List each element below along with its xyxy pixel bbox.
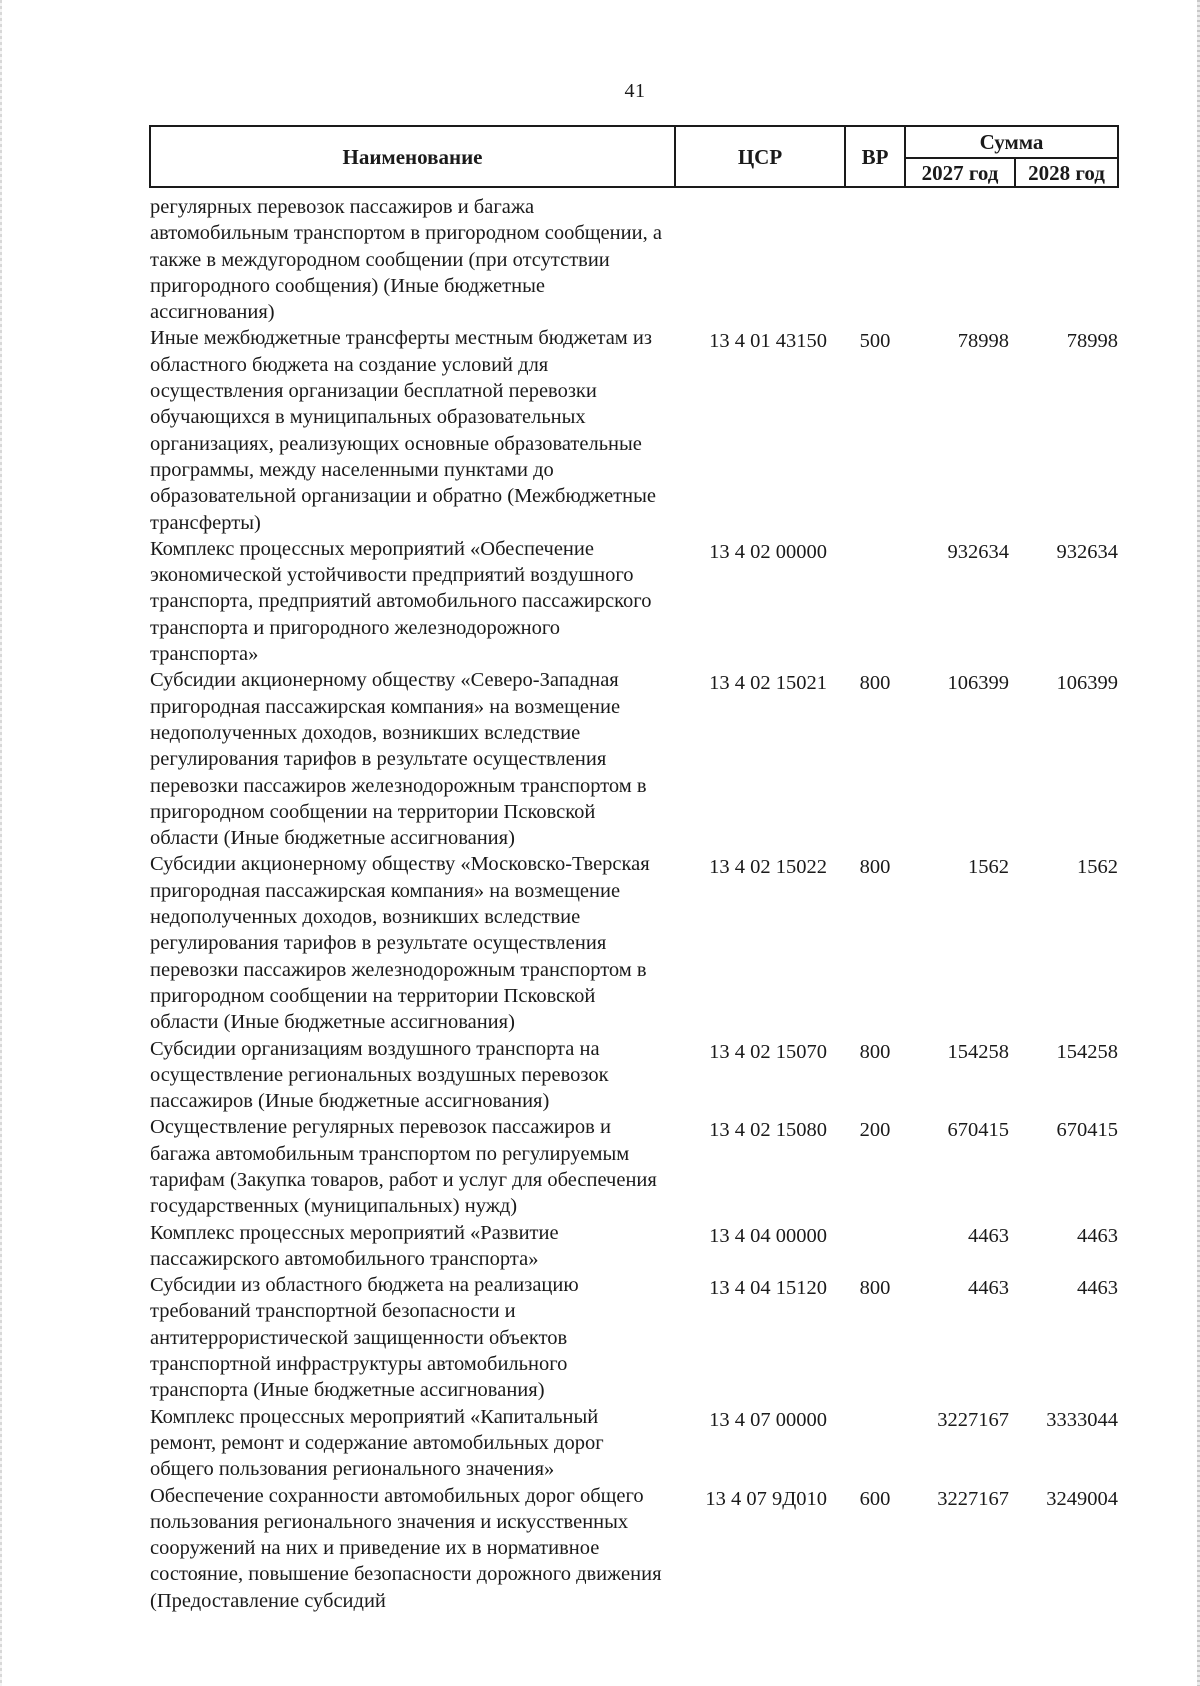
row-name-cell: Субсидии акционерному обществу «Московско-Тверская пригородная пассажирская компания» на возмещение недополученных доходов, возникших вследствие регулирования тарифов в результате осуществления перевозки пассажиров железнодорожным транспортом в пригородном сообщении на территории Псковской области (Иные бюджетные ассигнования): [150, 853, 650, 1034]
row-name-cell: Субсидии организациям воздушного транспорта на осуществление региональных воздушных перевозок пассажиров (Иные бюджетные ассигнования): [150, 1037, 609, 1113]
row-sum-2028-cell: 4463: [1077, 1277, 1118, 1300]
table-row: [150, 1483, 1118, 1614]
page-number: 41: [624, 80, 646, 102]
row-sum-2028-cell: 932634: [1056, 540, 1118, 563]
row-name-cell: Комплекс процессных мероприятий «Обеспечение экономической устойчивости предприятий воздушного транспорта, предприятий автомобильного пассажирского транспорта и пригородного железнодорожного транспорта»: [150, 537, 652, 666]
table-row: [150, 1036, 1118, 1115]
row-vr-cell: [845, 536, 905, 667]
row-name-cell: Комплекс процессных мероприятий «Капитальный ремонт, ремонт и содержание автомобильных дорог общего пользования регионального значения»: [150, 1405, 604, 1481]
row-name-cell: Субсидии из областного бюджета на реализацию требований транспортной безопасности и антитеррористической защищенности объектов транспортной инфраструктуры автомобильного транспорта (Иные бюджетные ассигнования): [150, 1274, 579, 1402]
table-row: [150, 536, 1118, 667]
row-sum-2027-cell: 932634: [947, 540, 1009, 563]
budget-table: [149, 125, 1119, 1614]
row-sum-2027-cell: [905, 187, 1015, 325]
row-name-cell: Субсидии акционерному обществу «Северо-Западная пригородная пассажирская компания» на возмещение недополученных доходов, возникших вследствие регулирования тарифов в результате осуществления перевозки пассажиров железнодорожным транспортом в пригородном сообщении на территории Псковской области (Иные бюджетные ассигнования): [150, 669, 647, 850]
row-csr-cell: 13 4 02 15070: [709, 1040, 827, 1063]
row-name-cell: Осуществление регулярных перевозок пассажиров и багажа автомобильным транспортом по регулируемым тарифам (Закупка товаров, работ и услуг для обеспечения государственных (муниципальных) нужд): [150, 1116, 657, 1218]
row-csr-cell: 13 4 07 9Д010: [705, 1487, 827, 1510]
row-sum-2027-cell: 3227167: [937, 1408, 1009, 1431]
row-vr-cell: 800: [859, 1040, 891, 1063]
row-csr-cell: 13 4 04 15120: [709, 1277, 827, 1300]
row-sum-2028-cell: 78998: [1066, 330, 1118, 353]
header-name: Наименование: [150, 126, 675, 187]
row-vr-cell: 800: [859, 856, 891, 879]
row-csr-cell: 13 4 02 00000: [709, 540, 827, 563]
row-sum-2028-cell: 154258: [1056, 1040, 1118, 1063]
row-vr-cell: 200: [859, 1119, 891, 1142]
row-sum-2027-cell: 670415: [947, 1119, 1009, 1142]
row-csr-cell: 13 4 02 15080: [709, 1119, 827, 1142]
scan-edge-left: [0, 0, 2, 1686]
row-vr-cell: [845, 187, 905, 325]
row-name-cell: Комплекс процессных мероприятий «Развитие пассажирского автомобильного транспорта»: [150, 1221, 559, 1270]
table-row: [150, 325, 1118, 535]
row-csr-cell: 13 4 04 00000: [709, 1224, 827, 1247]
header-csr: ЦСР: [675, 126, 845, 187]
table-row: [150, 1404, 1118, 1483]
row-sum-2027-cell: 3227167: [937, 1487, 1009, 1510]
row-sum-2027-cell: 4463: [968, 1224, 1009, 1247]
row-vr-cell: 500: [859, 330, 891, 353]
row-sum-2028-cell: 106399: [1056, 672, 1118, 695]
row-csr-cell: 13 4 01 43150: [709, 330, 827, 353]
header-sum: Сумма: [905, 126, 1118, 158]
row-csr-cell: 13 4 02 15022: [709, 856, 827, 879]
row-csr-cell: 13 4 07 00000: [709, 1408, 827, 1431]
row-sum-2027-cell: 1562: [968, 856, 1009, 879]
row-vr-cell: 600: [859, 1487, 891, 1510]
row-sum-2027-cell: 78998: [957, 330, 1009, 353]
header-year-2028: 2028 год: [1015, 158, 1118, 187]
row-sum-2028-cell: 3249004: [1046, 1487, 1118, 1510]
row-sum-2028-cell: 3333044: [1046, 1408, 1118, 1431]
row-vr-cell: 800: [859, 1277, 891, 1300]
row-name-cell: Обеспечение сохранности автомобильных дорог общего пользования регионального значения и искусственных сооружений на них и приведение их в нормативное состояние, повышение безопасности дорожного движения (Предоставление субсидий: [150, 1484, 662, 1612]
row-name-cell: Иные межбюджетные трансферты местным бюджетам из областного бюджета на создание условий для осуществления организации бесплатной перевозки обучающихся в муниципальных образовательных организациях, реализующих основные образовательные программы, между населенными пунктами до образовательной организации и обратно (Межбюджетные трансферты): [150, 327, 656, 534]
row-sum-2027-cell: 4463: [968, 1277, 1009, 1300]
table-row: [150, 1114, 1118, 1219]
row-sum-2028-cell: 670415: [1056, 1119, 1118, 1142]
row-sum-2028-cell: [1015, 187, 1118, 325]
table-row: [150, 851, 1118, 1035]
header-vr: ВР: [845, 126, 905, 187]
row-sum-2028-cell: 1562: [1077, 856, 1118, 879]
row-vr-cell: [845, 1404, 905, 1483]
row-sum-2027-cell: 106399: [947, 672, 1009, 695]
header-year-2027: 2027 год: [905, 158, 1015, 187]
row-name-cell: регулярных перевозок пассажиров и багажа автомобильным транспортом в пригородном сообщении, а также в междугородном сообщении (при отсутствии пригородного сообщения) (Иные бюджетные ассигнования): [150, 196, 662, 324]
table-row: [150, 187, 1118, 325]
table-header: [150, 126, 1118, 187]
table-row: [150, 667, 1118, 851]
row-csr-cell: [675, 187, 845, 325]
table-row: [150, 1272, 1118, 1403]
row-sum-2027-cell: 154258: [947, 1040, 1009, 1063]
row-vr-cell: [845, 1220, 905, 1273]
table-body: [150, 187, 1118, 1614]
row-sum-2028-cell: 4463: [1077, 1224, 1118, 1247]
table-row: [150, 1220, 1118, 1273]
row-csr-cell: 13 4 02 15021: [709, 672, 827, 695]
row-vr-cell: 800: [859, 672, 891, 695]
